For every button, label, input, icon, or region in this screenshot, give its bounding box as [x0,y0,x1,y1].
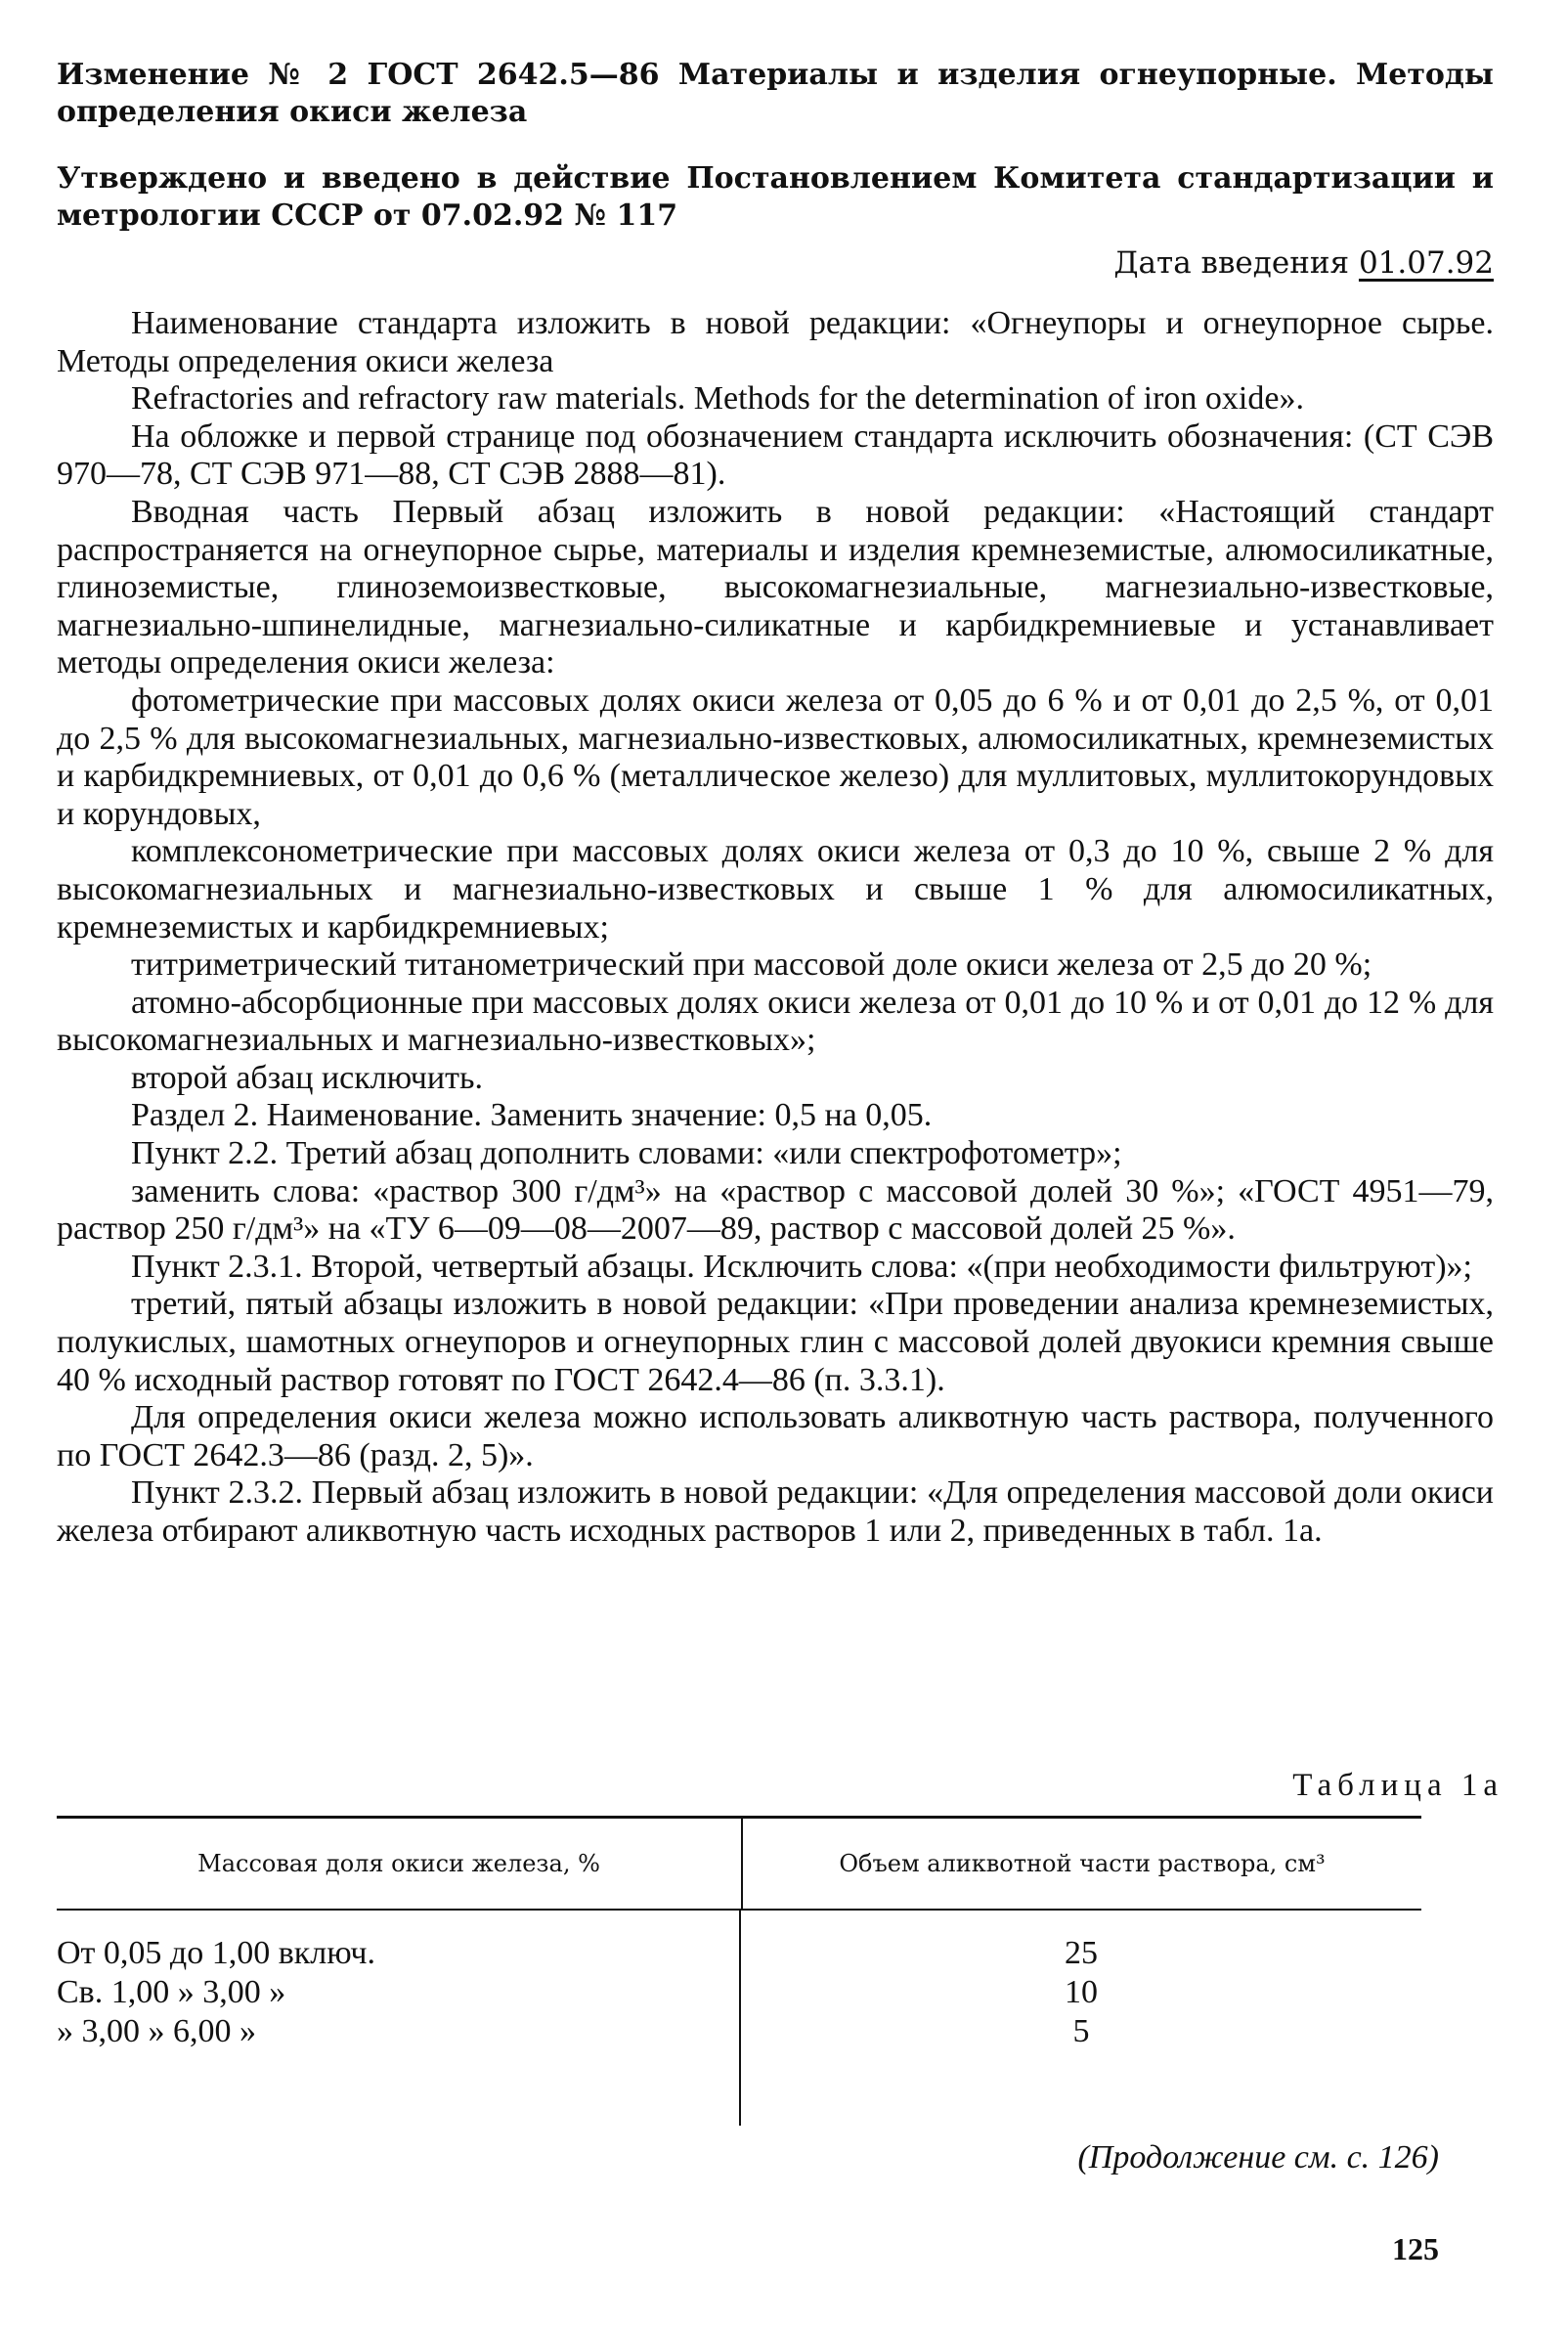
paragraph: На обложке и первой странице под обозначением стандарта исключить обозначения: (СТ СЭВ 970—78, СТ СЭВ 971—88, СТ СЭВ 2888—81). [57,417,1494,493]
effective-date-value: 01.07.92 [1358,245,1494,281]
table-row-volume: 25 [1065,1935,1098,1971]
amendment-body [57,305,1494,1551]
paragraph: третий, пятый абзацы изложить в новой редакции: «При проведении анализа кремнеземистых, полукислых, шамотных огнеупоров и огнеупорных глин с массовой долей двуокиси кремния свыше 40 % исходный раствор готовят по ГОСТ 2642.4—86 (п. 3.3.1). [57,1286,1494,1398]
table-row-range: Св. 1,00 » 3,00 » [57,1974,286,2010]
table-row-volume: 5 [1072,2013,1090,2049]
paragraph: Пункт 2.2. Третий абзац дополнить словами: «или спектрофотометр»; [131,1135,1122,1172]
table-row-volume: 10 [1065,1974,1098,2010]
aliquot-table [57,1816,1421,2126]
approval-statement: Утверждено и введено в действие Постановлением Комитета стандартизации и метрологии СССР от 07.02.92 № 117 [57,161,1494,233]
table-row-range: » 3,00 » 6,00 » [57,2013,256,2049]
paragraph: Вводная часть Первый абзац изложить в новой редакции: «Настоящий стандарт распространяется на огнеупорное сырье, материалы и изделия кремнеземистые, алюмосиликатные, глиноземистые, глиноземоизвестковые, высокомагнезиальные, магнезиально-известковые, магнезиально-шпинелидные, магнезиально-силикатные и карбидкремниевые и устанавливает методы определения окиси железа: [57,493,1494,681]
paragraph: Refractories and refractory raw materials. Methods for the determination of iron oxide». [131,380,1304,417]
table-row-range: От 0,05 до 1,00 включ. [57,1935,375,1971]
continuation-note: (Продолжение см. с. 126) [1077,2139,1439,2175]
amendment-title: Изменение № 2 ГОСТ 2642.5—86 Материалы и изделия огнеупорные. Методы определения окиси железа [57,58,1494,129]
page-number: 125 [1392,2231,1439,2266]
paragraph: Пункт 2.3.1. Второй, четвертый абзацы. Исключить слова: «(при необходимости фильтруют)»; [131,1248,1472,1285]
table-header-aliquot-volume: Объем аликвотной части раствора, см³ [839,1850,1326,1877]
paragraph: Для определения окиси железа можно использовать аликвотную часть раствора, полученного по ГОСТ 2642.3—86 (разд. 2, 5)». [57,1399,1494,1473]
table-column-volumes [741,1911,1421,2126]
document-header [57,57,1494,282]
table-header-row [57,1819,1421,1909]
effective-date-label: Дата введения [1113,245,1350,281]
table-column-ranges [57,1911,741,2126]
paragraph: титриметрический титанометрический при массовой доле окиси железа от 2,5 до 20 %; [131,946,1372,984]
paragraph: Пункт 2.3.2. Первый абзац изложить в новой редакции: «Для определения массовой доли окиси железа отбирают аликвотную часть исходных растворов 1 или 2, приведенных в табл. 1а. [57,1474,1494,1549]
paragraph: фотометрические при массовых долях окиси железа от 0,05 до 6 % и от 0,01 до 2,5 %, от 0,01 до 2,5 % для высокомагнезиальных, магнезиально-известковых, алюмосиликатных, кремнеземистых и карбидкремниевых, от 0,01 до 0,6 % (металлическое железо) для муллитовых, муллитокорундовых и корундовых, [57,681,1494,832]
paragraph: второй абзац исключить. [131,1059,483,1096]
paragraph: комплексонометрические при массовых долях окиси железа от 0,3 до 10 %, свыше 2 % для высокомагнезиальных и магнезиально-известковых и свыше 1 % для алюмосиликатных, кремнеземистых и карбидкремниевых; [57,833,1494,945]
paragraph: заменить слова: «раствор 300 г/дм³» на «раствор с массовой долей 30 %»; «ГОСТ 4951—79, раствор 250 г/дм³» на «ТУ 6—09—08—2007—89, раствор с массовой долей 25 %». [57,1172,1494,1248]
table-body [57,1911,1421,2126]
paragraph: Раздел 2. Наименование. Заменить значение: 0,5 на 0,05. [131,1097,933,1134]
table-caption: Таблица 1а [1292,1768,1503,1803]
paragraph: атомно-абсорбционные при массовых долях окиси железа от 0,01 до 10 % и от 0,01 до 12 % для высокомагнезиальных и магнезиально-известковых»; [57,984,1494,1059]
paragraph: Наименование стандарта изложить в новой редакции: «Огнеупоры и огнеупорное сырье. Методы определения окиси железа [57,305,1494,379]
effective-date-line [57,244,1494,282]
table-header-mass-fraction: Массовая доля окиси железа, % [57,1819,743,1909]
